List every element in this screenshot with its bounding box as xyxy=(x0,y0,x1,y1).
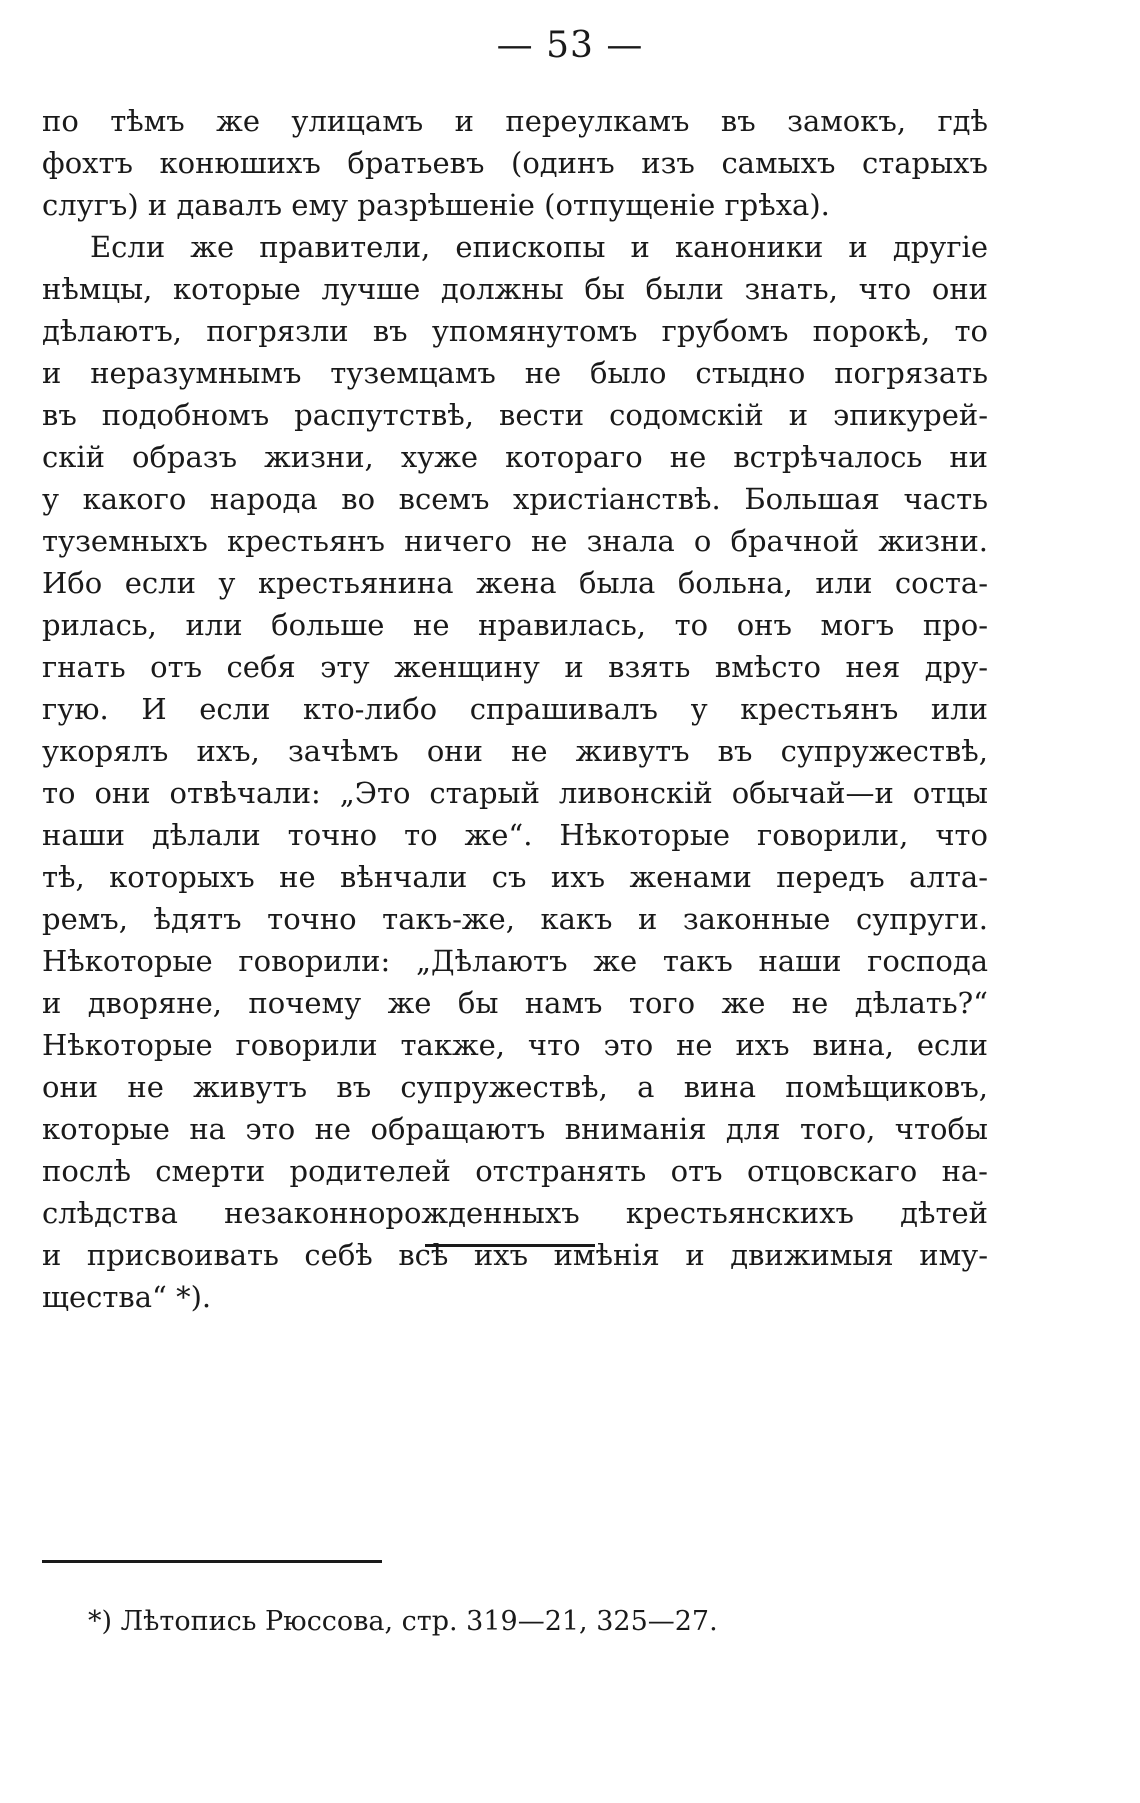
section-divider xyxy=(425,1244,595,1247)
text-line: тѣ, которыхъ не вѣнчали съ ихъ женами передъ алта- xyxy=(42,860,988,894)
text-line: гнать отъ себя эту женщину и взять вмѣсто нея дру- xyxy=(42,650,988,684)
text-line: скій образъ жизни, хуже котораго не встрѣчалось ни xyxy=(42,440,988,474)
text-line: фохтъ конюшихъ братьевъ (одинъ изъ самыхъ старыхъ xyxy=(42,146,988,180)
text-line: Нѣкоторые говорили также, что это не ихъ вина, если xyxy=(42,1028,988,1062)
text-line: и дворяне, почему же бы намъ того же не дѣлать?“ xyxy=(42,986,988,1020)
text-line: Ибо если у крестьянина жена была больна, или соста- xyxy=(42,566,988,600)
text-line: они не живутъ въ супружествѣ, а вина помѣщиковъ, xyxy=(42,1070,988,1104)
text-line: то они отвѣчали: „Это старый ливонскій обычай—и отцы xyxy=(42,776,988,810)
text-line: и неразумнымъ туземцамъ не было стыдно погрязать xyxy=(42,356,988,390)
text-line: нѣмцы, которые лучше должны бы были знать, что они xyxy=(42,272,988,306)
text-line: щества“ *). xyxy=(42,1280,212,1314)
text-line: гую. И если кто-либо спрашивалъ у крестьянъ или xyxy=(42,692,988,726)
text-line: укорялъ ихъ, зачѣмъ они не живутъ въ супружествѣ, xyxy=(42,734,988,768)
text-line: которые на это не обращаютъ вниманія для того, чтобы xyxy=(42,1112,988,1146)
footnote: *) Лѣтопись Рюссова, стр. 319—21, 325—27. xyxy=(88,1606,718,1637)
text-line: въ подобномъ распутствѣ, вести содомскій и эпикурей- xyxy=(42,398,988,432)
text-line: ремъ, ѣдятъ точно такъ-же, какъ и законные супруги. xyxy=(42,902,988,936)
text-line: Нѣкоторые говорили: „Дѣлаютъ же такъ наши господа xyxy=(42,944,988,978)
text-line: слѣдства незаконнорожденныхъ крестьянскихъ дѣтей xyxy=(42,1196,988,1230)
text-line: наши дѣлали точно то же“. Нѣкоторые говорили, что xyxy=(42,818,988,852)
text-line: по тѣмъ же улицамъ и переулкамъ въ замокъ, гдѣ xyxy=(42,104,988,138)
page-number: — 53 — xyxy=(496,25,644,66)
text-line: Если же правители, епископы и каноники и другіе xyxy=(90,230,988,264)
text-line: послѣ смерти родителей отстранять отъ отцовскаго на- xyxy=(42,1154,988,1188)
body-text xyxy=(42,100,988,1318)
footnote-divider xyxy=(42,1560,382,1563)
text-line: туземныхъ крестьянъ ничего не знала о брачной жизни. xyxy=(42,524,988,558)
text-line: рилась, или больше не нравилась, то онъ могъ про- xyxy=(42,608,988,642)
text-line: и присвоивать себѣ всѣ ихъ имѣнія и движимыя иму- xyxy=(42,1238,988,1272)
text-line: слугъ) и давалъ ему разрѣшеніе (отпущеніе грѣха). xyxy=(42,188,830,222)
text-line: у какого народа во всемъ христіанствѣ. Большая часть xyxy=(42,482,988,516)
text-line: дѣлаютъ, погрязли въ упомянутомъ грубомъ порокѣ, то xyxy=(42,314,988,348)
